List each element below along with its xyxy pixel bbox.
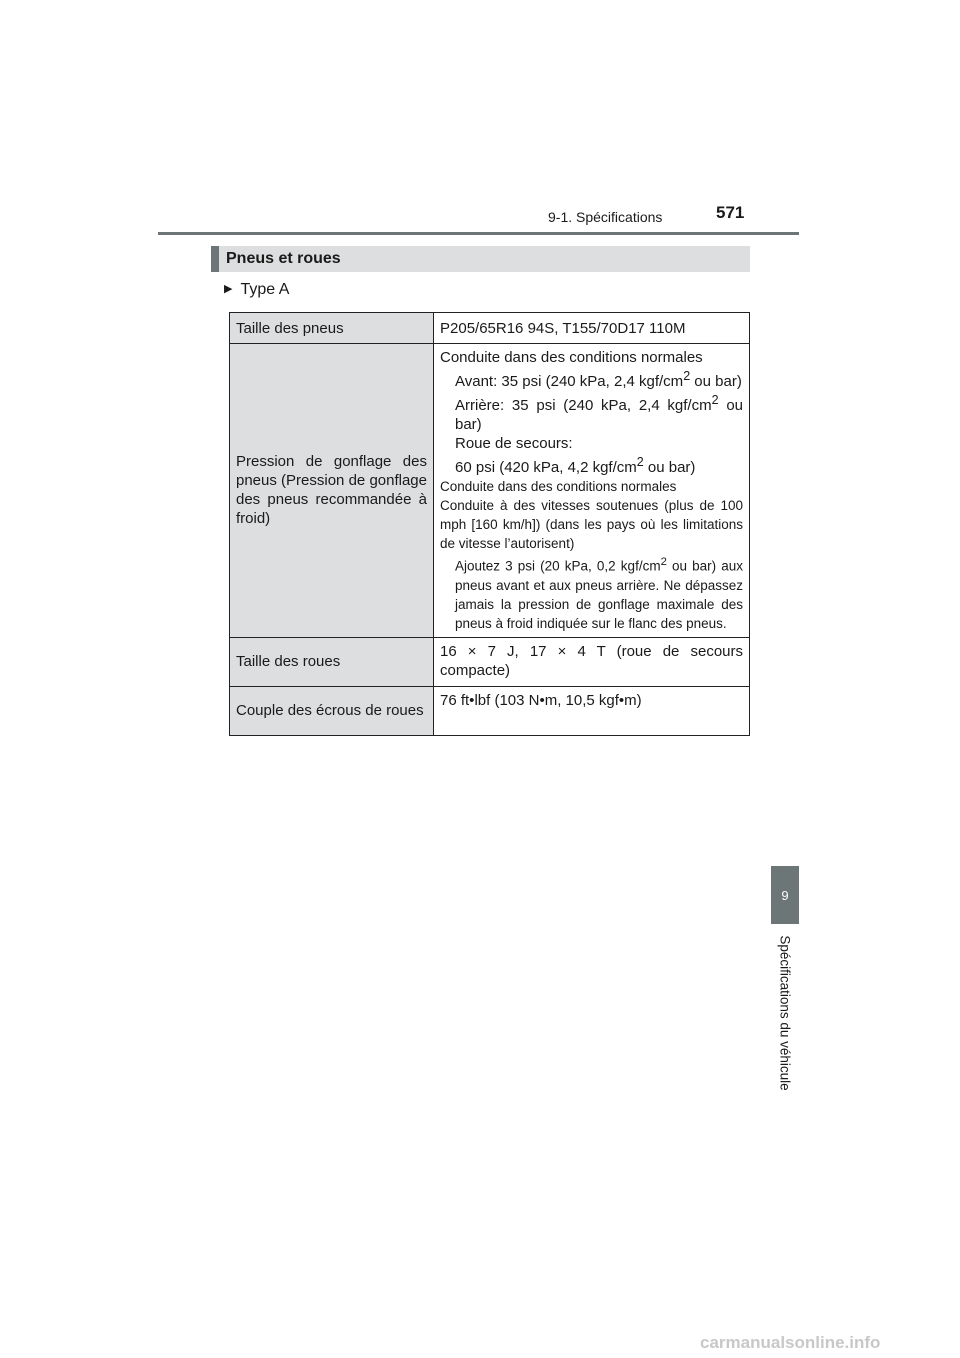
section-title: Pneus et roues bbox=[211, 246, 750, 272]
page-number: 571 bbox=[716, 203, 745, 222]
front-pressure: Avant: 35 psi (240 kPa, 2,4 kgf/$cm^2$ ou bar) bbox=[455, 369, 742, 390]
table-row bbox=[230, 637, 750, 686]
chapter-tab: 9 bbox=[771, 866, 799, 924]
table-row bbox=[230, 686, 750, 735]
section-heading: 9-1. Spécifications bbox=[548, 209, 663, 225]
table-row bbox=[230, 313, 750, 344]
tire-size-label: Taille des pneus bbox=[230, 313, 434, 344]
torque-label: Couple des écrous de roues bbox=[230, 686, 434, 735]
chapter-label: Spécifications du véhicule bbox=[777, 935, 793, 1091]
normal-heading: Conduite dans des conditions normales bbox=[440, 349, 703, 366]
triangle-right-icon: ▶ bbox=[224, 283, 233, 295]
tire-size-value: P205/65R16 94S, T155/70D17 110M bbox=[434, 313, 750, 344]
high-speed-text: Conduite à des vitesses soutenues (plus de 100 mph [160 km/h]) (dans les pays où les limitations de vitesse l’autorisent) bbox=[440, 498, 743, 551]
wheel-size-label: Taille des roues bbox=[230, 637, 434, 686]
header-divider bbox=[158, 232, 799, 235]
rear-pressure: Arrière: 35 psi (240 kPa, 2,4 kgf/$cm^2$ ou bar) bbox=[455, 393, 743, 433]
table-row bbox=[230, 344, 750, 638]
pressure-label: Pression de gonflage des pneus (Pression de gonflage des pneus recommandée à froid) bbox=[230, 344, 434, 638]
normal-heading-2: Conduite dans des conditions normales bbox=[440, 479, 677, 494]
type-label-text: Type A bbox=[240, 281, 290, 298]
pressure-value bbox=[434, 344, 750, 638]
type-label bbox=[224, 281, 289, 299]
watermark: carmanualsonline.info bbox=[700, 1333, 881, 1352]
wheel-size-value: 16 × 7 J, 17 × 4 T (roue de secours compacte) bbox=[434, 637, 750, 686]
torque-value: 76 ft•lbf (103 N•m, 10,5 kgf•m) bbox=[434, 686, 750, 735]
high-speed-note: Ajoutez 3 psi (20 kPa, 0,2 kgf/$cm^2$ ou bar) aux pneus avant et aux pneus arrière. Ne dépassez jamais la pression de gonflage maximale des pneus à froid indiquée sur le flanc des pneus. bbox=[455, 556, 743, 631]
spec-table bbox=[229, 312, 750, 736]
spare-pressure: 60 psi (420 kPa, 4,2 kgf/$cm^2$ ou bar) bbox=[455, 455, 696, 476]
spare-heading: Roue de secours: bbox=[455, 435, 573, 452]
